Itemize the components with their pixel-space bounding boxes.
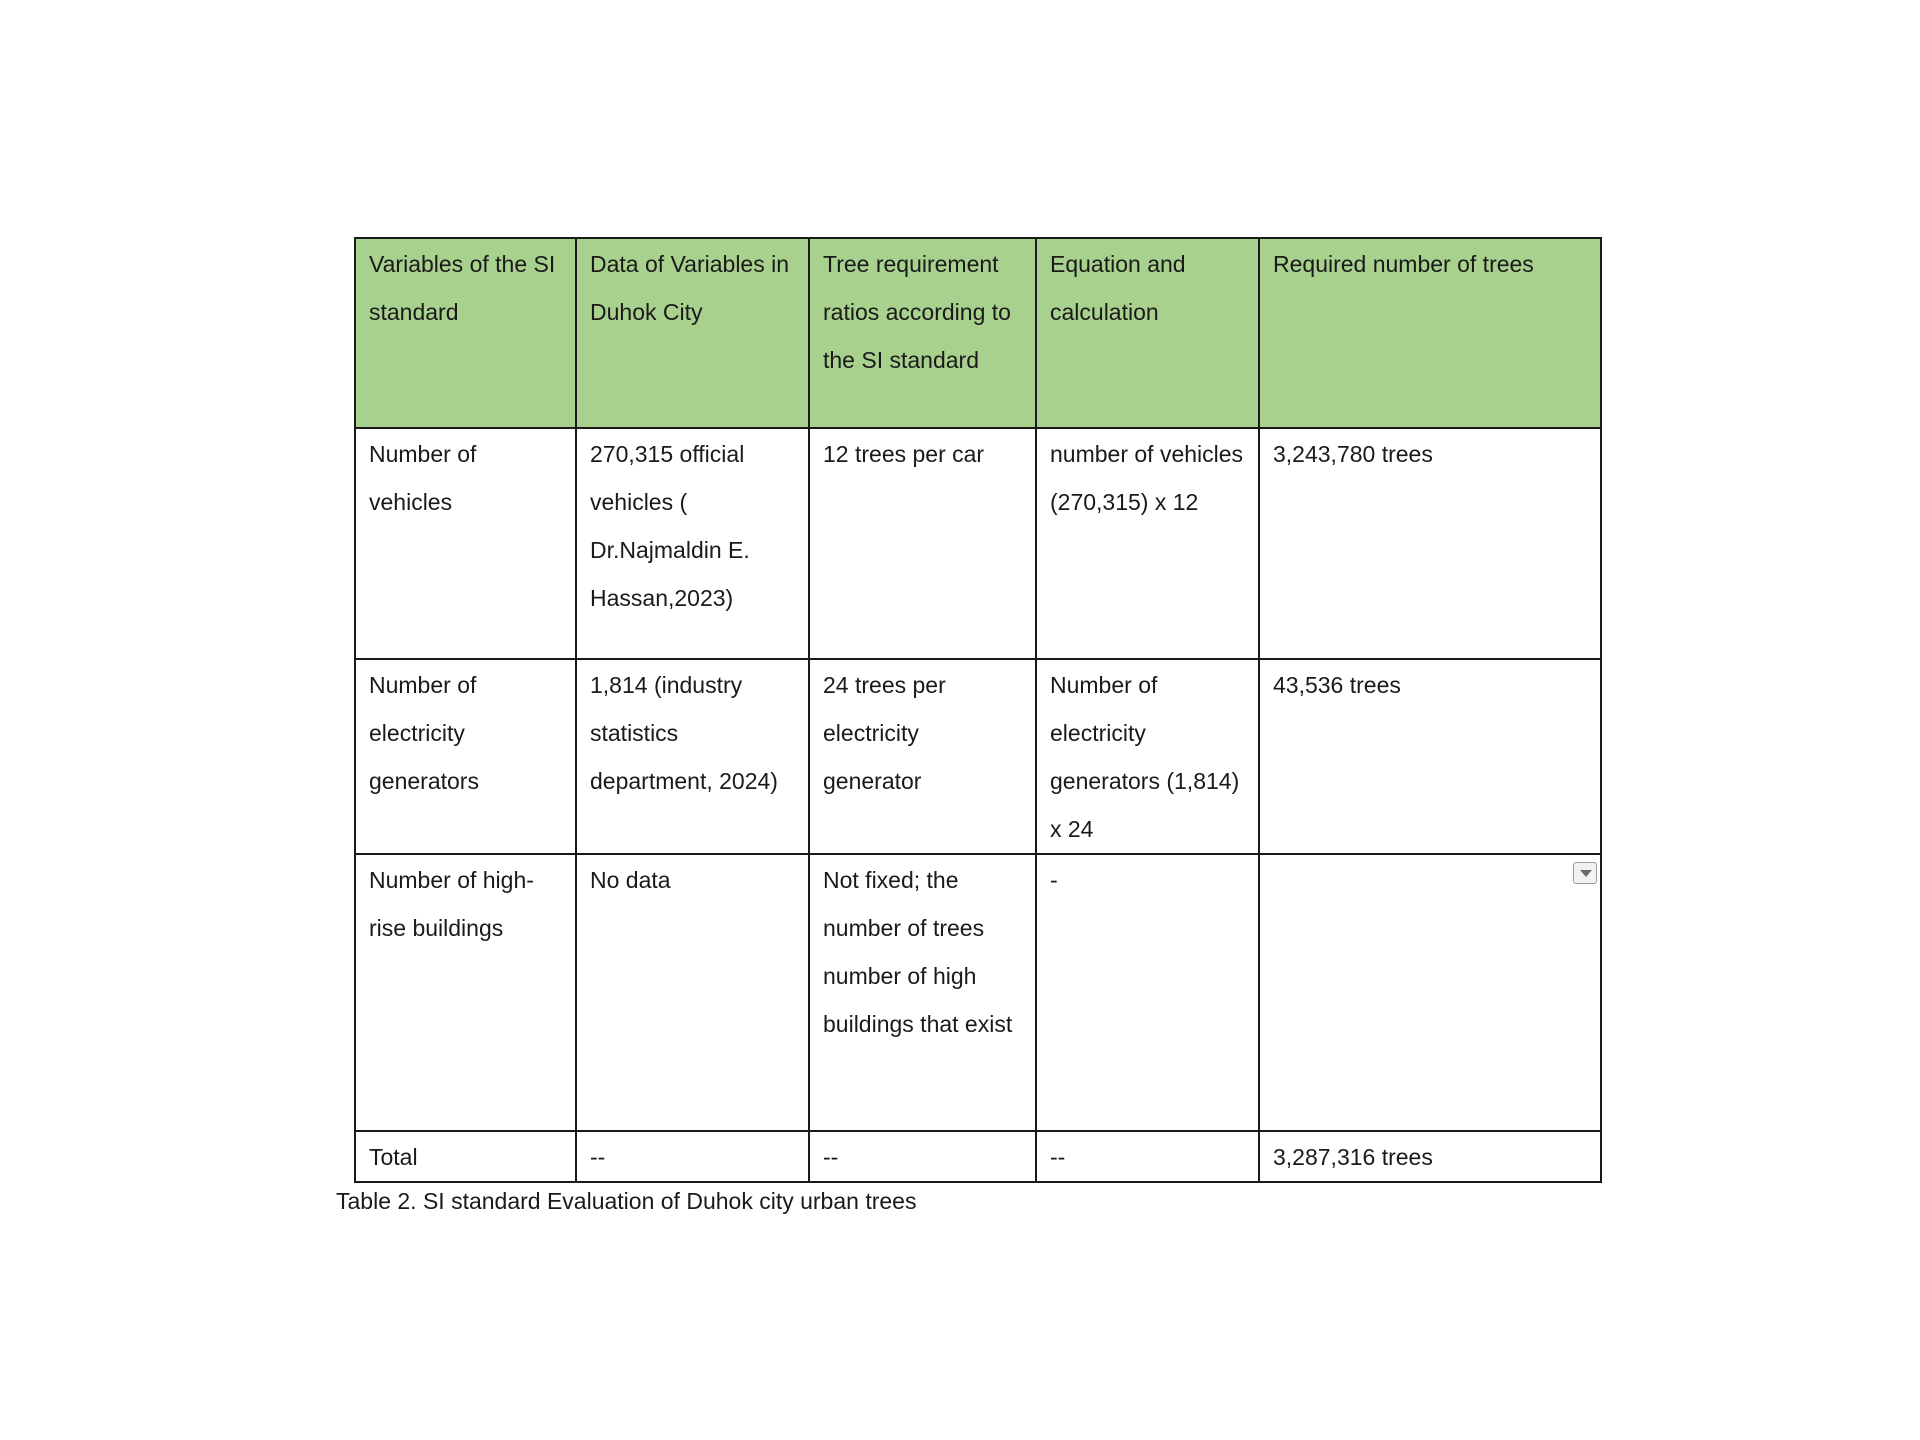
- table-header-row: [355, 238, 1601, 428]
- header-cell-variables: Variables of the SI standard: [355, 238, 576, 428]
- table-cell: --: [576, 1131, 809, 1182]
- table-caption: Table 2. SI standard Evaluation of Duhok city urban trees: [336, 1188, 917, 1214]
- table-cell: -: [1036, 854, 1259, 1131]
- table-cell: Number of high-rise buildings: [355, 854, 576, 1131]
- table-cell: Not fixed; the number of trees number of high buildings that exist: [809, 854, 1036, 1131]
- table-cell: Number of electricity generators: [355, 659, 576, 854]
- table-cell: 1,814 (industry statistics department, 2024): [576, 659, 809, 854]
- table-cell: 3,243,780 trees: [1259, 428, 1601, 659]
- table-cell: --: [1036, 1131, 1259, 1182]
- evaluation-table: [354, 237, 1602, 1183]
- table-cell: --: [809, 1131, 1036, 1182]
- table-row-total: [355, 1131, 1601, 1182]
- table-cell: number of vehicles (270,315) x 12: [1036, 428, 1259, 659]
- table-cell: 270,315 official vehicles ( Dr.Najmaldin E. Hassan,2023): [576, 428, 809, 659]
- table-cell: 24 trees per electricity generator: [809, 659, 1036, 854]
- header-cell-required: Required number of trees: [1259, 238, 1601, 428]
- table-cell: 43,536 trees: [1259, 659, 1601, 854]
- table-cell: Number of electricity generators (1,814) x 24: [1036, 659, 1259, 854]
- table-row: [355, 854, 1601, 1131]
- table-cell: Total: [355, 1131, 576, 1182]
- table-row: [355, 659, 1601, 854]
- table-row: [355, 428, 1601, 659]
- table-cell: [1259, 854, 1601, 1131]
- header-cell-equation: Equation and calculation: [1036, 238, 1259, 428]
- table-cell: 12 trees per car: [809, 428, 1036, 659]
- table-cell: No data: [576, 854, 809, 1131]
- header-cell-ratios: Tree requirement ratios according to the SI standard: [809, 238, 1036, 428]
- header-cell-data: Data of Variables in Duhok City: [576, 238, 809, 428]
- table-cell: 3,287,316 trees: [1259, 1131, 1601, 1182]
- chevron-down-icon[interactable]: [1573, 862, 1597, 884]
- table-cell: Number of vehicles: [355, 428, 576, 659]
